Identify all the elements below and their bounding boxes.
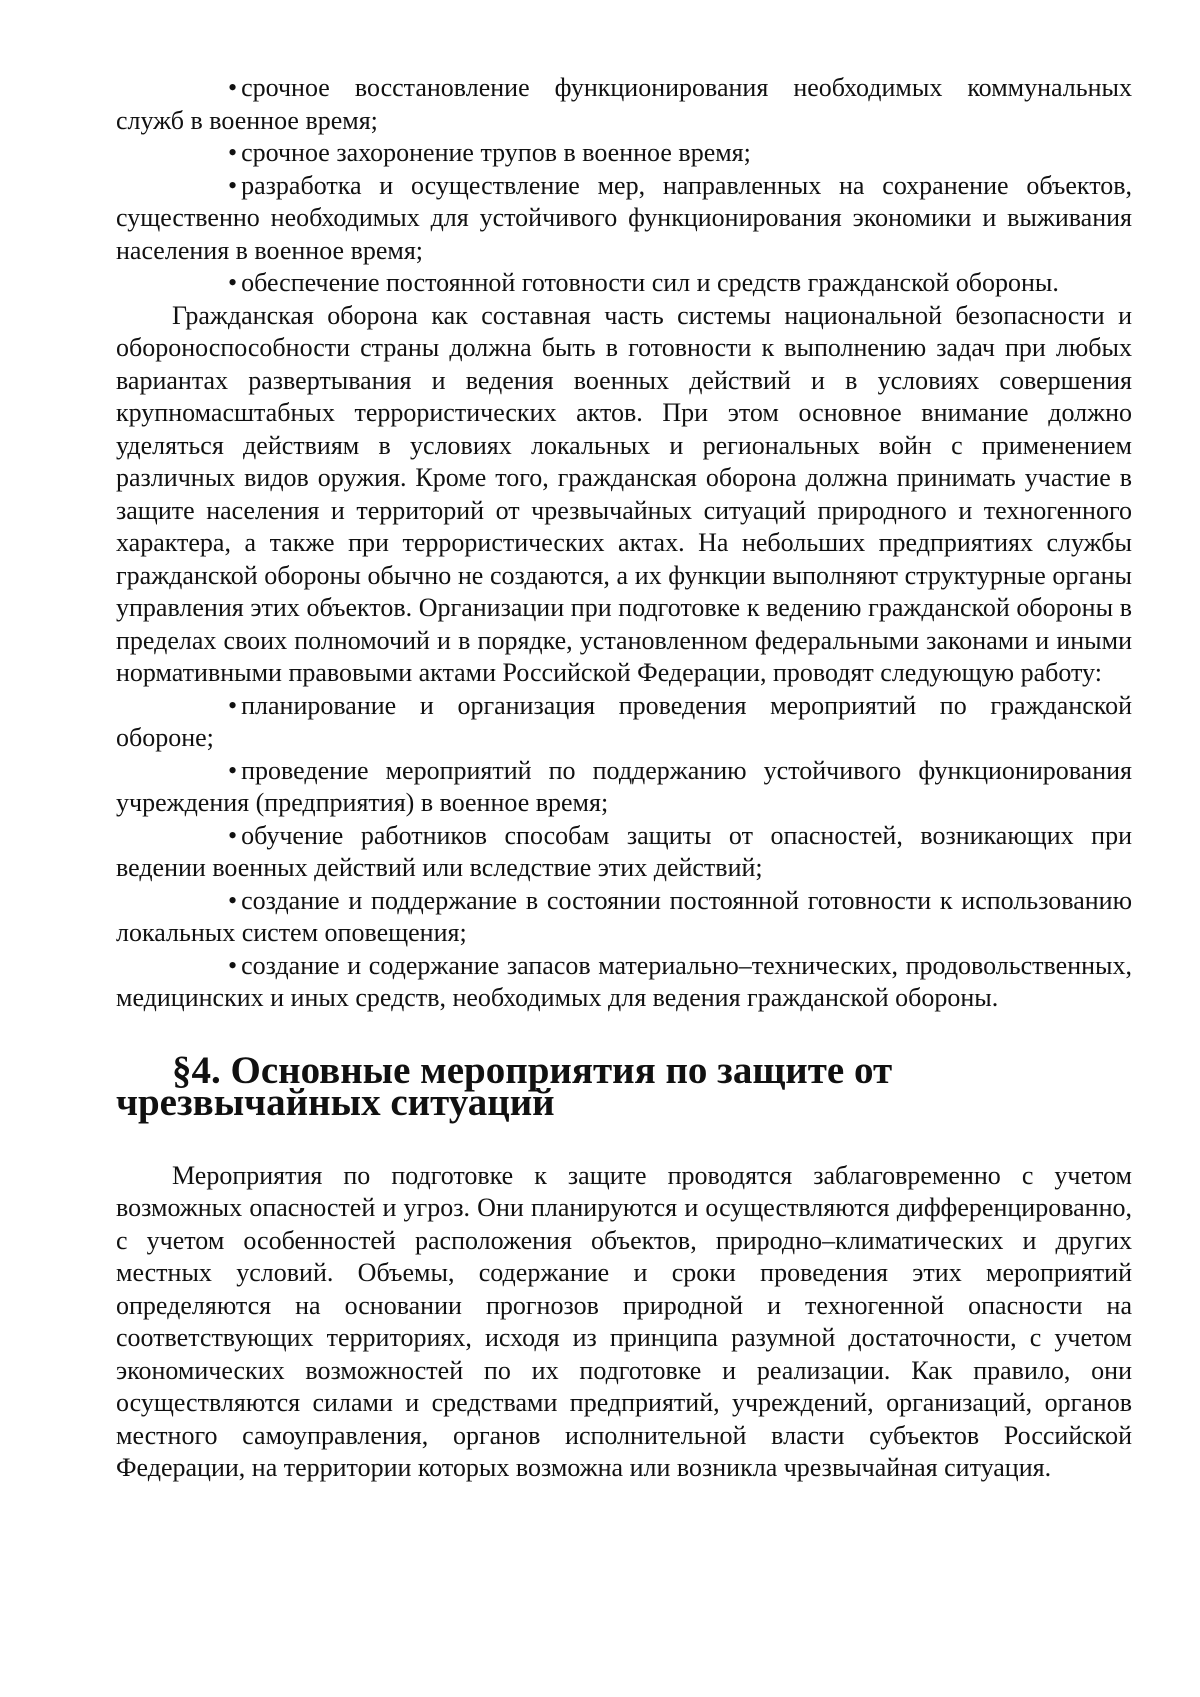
- bullet-text: создание и содержание запасов материально–технических, продовольственных, медицинских и иных средств, необходимых для ведения гражданской обороны.: [116, 950, 1132, 1012]
- bullet-icon: •: [228, 950, 238, 980]
- bullet-item: [116, 885, 1132, 950]
- bullet-item: [116, 950, 1132, 1015]
- bullet-icon: •: [228, 170, 238, 200]
- bullet-text: обучение работников способам защиты от опасностей, возникающих при ведении военных действий или вследствие этих действий;: [116, 820, 1132, 882]
- bullet-icon: •: [228, 73, 238, 102]
- bullet-item: [116, 755, 1132, 820]
- bullet-icon: •: [228, 268, 238, 297]
- bullet-icon: •: [228, 138, 238, 167]
- bullet-item: [116, 820, 1132, 885]
- bullet-text: создание и поддержание в состоянии постоянной готовности к использованию локальных систем оповещения;: [116, 885, 1132, 947]
- bullet-icon: •: [228, 820, 238, 850]
- bullet-text: разработка и осуществление мер, направленных на сохранение объектов, существенно необходимых для устойчивого функционирования экономики и выживания населения в военное время;: [116, 170, 1132, 265]
- bullet-text: обеспечение постоянной готовности сил и средств гражданской обороны.: [241, 268, 1059, 297]
- section-heading: §4. Основные мероприятия по защите от чрезвычайных ситуаций: [116, 1048, 893, 1124]
- body-paragraph: Гражданская оборона как составная часть системы национальной безопасности и обороноспособности страны должна быть в готовности к выполнению задач при любых вариантах развертывания и ведения военных действий и в условиях совершения крупномасштабных террористических актов. При этом основное внимание должно уделяться действиям в условиях локальных и региональных войн с применением различных видов оружия. Кроме того, гражданская оборона должна принимать участие в защите населения и территорий от чрезвычайных ситуаций природного и техногенного характера, а также при террористических актах. На небольших предприятиях службы гражданской обороны обычно не создаются, а их функции выполняют структурные органы управления этих объектов. Организации при подготовке к ведению гражданской обороны в пределах своих полномочий и в порядке, установленном федеральными законами и иными нормативными правовыми актами Российской Федерации, проводят следующую работу:: [116, 300, 1132, 687]
- bullet-text: срочное восстановление функционирования необходимых коммунальных служб в военное время;: [116, 73, 1132, 135]
- body-paragraph: Мероприятия по подготовке к защите проводятся заблаговременно с учетом возможных опасностей и угроз. Они планируются и осуществляются дифференцированно, с учетом особенностей расположения объектов, природно–климатических и других местных условий. Объемы, содержание и сроки проведения этих мероприятий определяются на основании прогнозов природной и техногенной опасности на соответствующих территориях, исходя из принципа разумной достаточности, с учетом экономических возможностей по их подготовке и реализации. Как правило, они осуществляются силами и средствами предприятий, учреждений, организаций, органов местного самоуправления, органов исполнительной власти субъектов Российской Федерации, на территории которых возможна или возникла чрезвычайная ситуация.: [116, 1160, 1132, 1482]
- bullet-text: проведение мероприятий по поддержанию устойчивого функционирования учреждения (предприятия) в военное время;: [116, 755, 1132, 817]
- bullet-text: срочное захоронение трупов в военное время;: [241, 138, 751, 167]
- document-page: [116, 72, 1132, 1485]
- bullet-item: [116, 137, 1132, 170]
- bullet-item: [116, 267, 1132, 300]
- bullet-text: планирование и организация проведения мероприятий по гражданской обороне;: [116, 690, 1132, 752]
- bullet-icon: •: [228, 755, 238, 785]
- bullet-item: [116, 690, 1132, 755]
- bullet-icon: •: [228, 885, 238, 915]
- bullet-item: [116, 72, 1132, 137]
- bullet-item: [116, 170, 1132, 268]
- bullet-icon: •: [228, 690, 238, 720]
